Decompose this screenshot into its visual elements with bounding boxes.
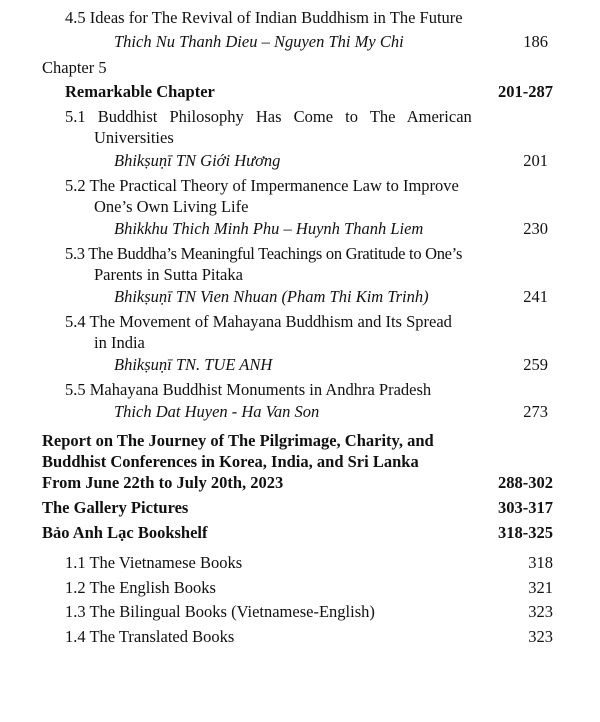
toc-page-number: 230 [523,219,548,238]
bookshelf-item: 1.4 The Translated Books [65,627,235,646]
toc-page-number: 323 [528,602,553,621]
chapter-title: Remarkable Chapter [65,82,215,101]
toc-entry-title: 4.5 Ideas for The Revival of Indian Buddhism in The Future [65,8,463,27]
toc-entry-author: Thich Nu Thanh Dieu – Nguyen Thi My Chi [114,32,404,51]
report-title-continued: Buddhist Conferences in Korea, India, and Sri Lanka [42,452,419,471]
chapter-page-range: 201-287 [498,82,553,101]
toc-entry-author: Bhikkhu Thich Minh Phu – Huynh Thanh Liem [114,219,424,238]
toc-entry-title: 5.3 The Buddha’s Meaningful Teachings on Gratitude to One’s [65,244,463,263]
toc-page-number: 186 [523,32,548,51]
toc-entry-title-continued: in India [94,333,145,352]
toc-page-number: 241 [523,287,548,306]
gallery-page-range: 303-317 [498,498,553,517]
bookshelf-item: 1.2 The English Books [65,578,216,597]
toc-page-number: 201 [523,151,548,170]
toc-entry-author: Bhikṣuṇī TN Vien Nhuan (Pham Thi Kim Trinh) [114,287,429,306]
bookshelf-item: 1.1 The Vietnamese Books [65,553,243,572]
report-dates: From June 22th to July 20th, 2023 [42,473,284,492]
toc-entry-title-continued: Universities [94,128,174,147]
bookshelf-page-range: 318-325 [498,523,553,542]
bookshelf-item: 1.3 The Bilingual Books (Vietnamese-English) [65,602,375,621]
toc-entry-title-continued: One’s Own Living Life [94,197,249,216]
toc-page-number: 318 [528,553,553,572]
toc-entry-author: Bhikṣuṇī TN Giới Hương [114,151,281,170]
toc-entry-title: 5.4 The Movement of Mahayana Buddhism and Its Spread [65,312,452,331]
report-title: Report on The Journey of The Pilgrimage, Charity, and [42,431,434,450]
toc-page-number: 323 [528,627,553,646]
toc-entry-title: 5.5 Mahayana Buddhist Monuments in Andhra Pradesh [65,380,432,399]
toc-entry-title-continued: Parents in Sutta Pitaka [94,265,243,284]
chapter-label: Chapter 5 [42,58,107,77]
toc-entry-author: Thich Dat Huyen - Ha Van Son [114,402,320,421]
report-page-range: 288-302 [498,473,553,492]
gallery-title: The Gallery Pictures [42,498,189,517]
toc-entry-title: 5.1 Buddhist Philosophy Has Come to The American [65,107,472,126]
toc-entry-title: 5.2 The Practical Theory of Impermanence Law to Improve [65,176,459,195]
toc-page-number: 321 [528,578,553,597]
toc-page-number: 259 [523,355,548,374]
toc-page-number: 273 [523,402,548,421]
bookshelf-title: Bảo Anh Lạc Bookshelf [42,523,208,542]
toc-entry-author: Bhikṣuṇī TN. TUE ANH [114,355,273,374]
